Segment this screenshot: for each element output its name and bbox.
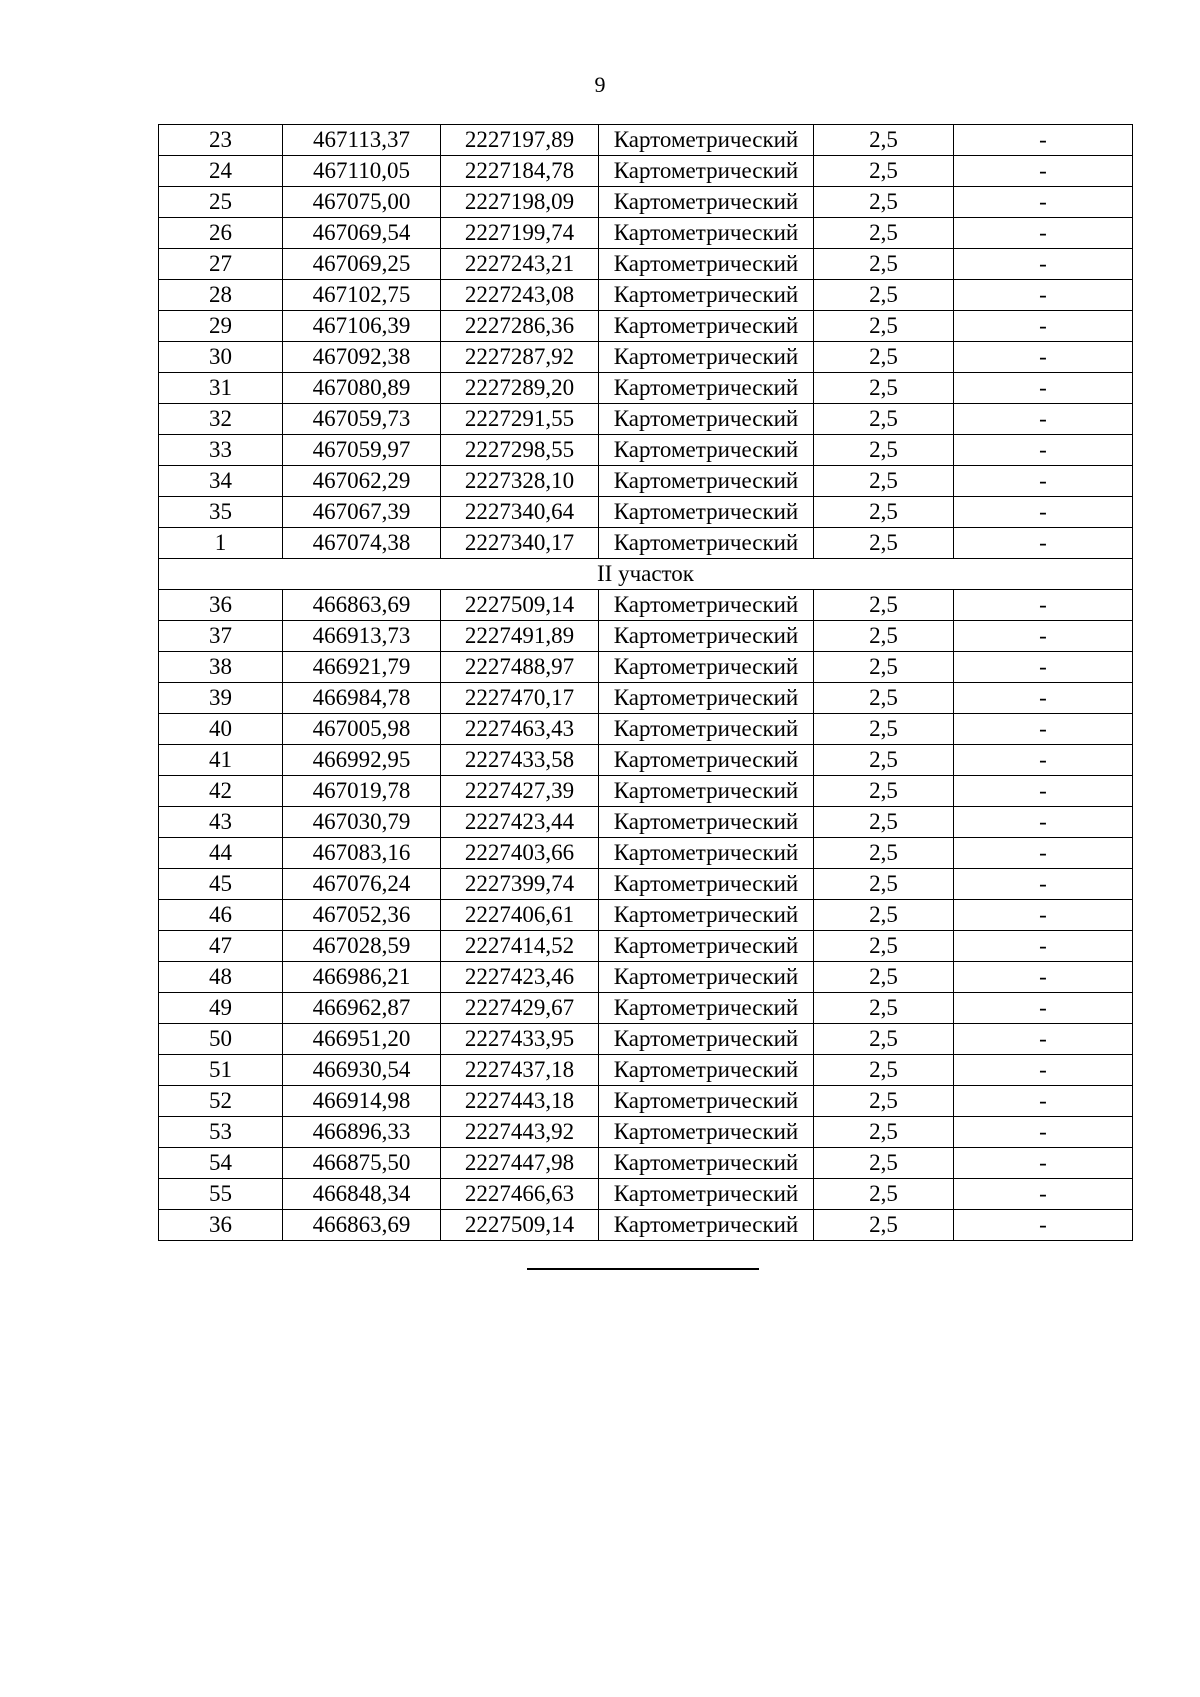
method-cell: Картометрический (599, 466, 814, 497)
method-cell: Картометрический (599, 931, 814, 962)
method-cell: Картометрический (599, 1179, 814, 1210)
method-cell: Картометрический (599, 838, 814, 869)
description-cell: - (954, 1210, 1133, 1241)
x-coordinate-cell: 467083,16 (283, 838, 441, 869)
table-row (159, 590, 1133, 621)
accuracy-cell: 2,5 (814, 621, 954, 652)
table-row (159, 435, 1133, 466)
y-coordinate-cell: 2227406,61 (441, 900, 599, 931)
x-coordinate-cell: 466863,69 (283, 1210, 441, 1241)
x-coordinate-cell: 467069,25 (283, 249, 441, 280)
accuracy-cell: 2,5 (814, 1117, 954, 1148)
table-row (159, 931, 1133, 962)
accuracy-cell: 2,5 (814, 1210, 954, 1241)
y-coordinate-cell: 2227433,58 (441, 745, 599, 776)
table-row (159, 621, 1133, 652)
x-coordinate-cell: 467069,54 (283, 218, 441, 249)
description-cell: - (954, 280, 1133, 311)
coordinates-table (158, 124, 1133, 1241)
y-coordinate-cell: 2227429,67 (441, 993, 599, 1024)
accuracy-cell: 2,5 (814, 249, 954, 280)
y-coordinate-cell: 2227198,09 (441, 187, 599, 218)
coordinates-table-body (159, 125, 1133, 1241)
table-row (159, 869, 1133, 900)
table-row (159, 1210, 1133, 1241)
description-cell: - (954, 807, 1133, 838)
method-cell: Картометрический (599, 1055, 814, 1086)
point-number-cell: 48 (159, 962, 283, 993)
x-coordinate-cell: 467076,24 (283, 869, 441, 900)
y-coordinate-cell: 2227443,18 (441, 1086, 599, 1117)
x-coordinate-cell: 466930,54 (283, 1055, 441, 1086)
accuracy-cell: 2,5 (814, 683, 954, 714)
accuracy-cell: 2,5 (814, 745, 954, 776)
point-number-cell: 1 (159, 528, 283, 559)
x-coordinate-cell: 466848,34 (283, 1179, 441, 1210)
accuracy-cell: 2,5 (814, 1055, 954, 1086)
table-row (159, 962, 1133, 993)
y-coordinate-cell: 2227423,46 (441, 962, 599, 993)
y-coordinate-cell: 2227433,95 (441, 1024, 599, 1055)
y-coordinate-cell: 2227466,63 (441, 1179, 599, 1210)
method-cell: Картометрический (599, 1024, 814, 1055)
accuracy-cell: 2,5 (814, 1179, 954, 1210)
accuracy-cell: 2,5 (814, 962, 954, 993)
point-number-cell: 36 (159, 590, 283, 621)
table-row (159, 280, 1133, 311)
accuracy-cell: 2,5 (814, 931, 954, 962)
accuracy-cell: 2,5 (814, 125, 954, 156)
x-coordinate-cell: 467074,38 (283, 528, 441, 559)
method-cell: Картометрический (599, 187, 814, 218)
y-coordinate-cell: 2227427,39 (441, 776, 599, 807)
x-coordinate-cell: 467059,73 (283, 404, 441, 435)
y-coordinate-cell: 2227423,44 (441, 807, 599, 838)
method-cell: Картометрический (599, 683, 814, 714)
description-cell: - (954, 404, 1133, 435)
method-cell: Картометрический (599, 404, 814, 435)
accuracy-cell: 2,5 (814, 776, 954, 807)
table-row (159, 993, 1133, 1024)
y-coordinate-cell: 2227184,78 (441, 156, 599, 187)
table-row (159, 1055, 1133, 1086)
table-row (159, 404, 1133, 435)
table-row (159, 1086, 1133, 1117)
table-row (159, 776, 1133, 807)
x-coordinate-cell: 466913,73 (283, 621, 441, 652)
x-coordinate-cell: 467028,59 (283, 931, 441, 962)
method-cell: Картометрический (599, 1117, 814, 1148)
point-number-cell: 42 (159, 776, 283, 807)
end-of-document-rule (527, 1268, 759, 1270)
method-cell: Картометрический (599, 621, 814, 652)
method-cell: Картометрический (599, 497, 814, 528)
accuracy-cell: 2,5 (814, 311, 954, 342)
table-row (159, 745, 1133, 776)
table-row (159, 838, 1133, 869)
point-number-cell: 30 (159, 342, 283, 373)
description-cell: - (954, 497, 1133, 528)
description-cell: - (954, 1117, 1133, 1148)
section-title: II участок (159, 559, 1133, 590)
method-cell: Картометрический (599, 776, 814, 807)
description-cell: - (954, 652, 1133, 683)
point-number-cell: 24 (159, 156, 283, 187)
table-row (159, 497, 1133, 528)
y-coordinate-cell: 2227491,89 (441, 621, 599, 652)
description-cell: - (954, 590, 1133, 621)
accuracy-cell: 2,5 (814, 280, 954, 311)
description-cell: - (954, 1086, 1133, 1117)
description-cell: - (954, 528, 1133, 559)
method-cell: Картометрический (599, 342, 814, 373)
accuracy-cell: 2,5 (814, 373, 954, 404)
accuracy-cell: 2,5 (814, 1148, 954, 1179)
point-number-cell: 52 (159, 1086, 283, 1117)
point-number-cell: 50 (159, 1024, 283, 1055)
point-number-cell: 25 (159, 187, 283, 218)
table-row (159, 807, 1133, 838)
point-number-cell: 31 (159, 373, 283, 404)
y-coordinate-cell: 2227470,17 (441, 683, 599, 714)
description-cell: - (954, 466, 1133, 497)
method-cell: Картометрический (599, 869, 814, 900)
description-cell: - (954, 342, 1133, 373)
description-cell: - (954, 745, 1133, 776)
y-coordinate-cell: 2227403,66 (441, 838, 599, 869)
point-number-cell: 23 (159, 125, 283, 156)
description-cell: - (954, 156, 1133, 187)
method-cell: Картометрический (599, 311, 814, 342)
accuracy-cell: 2,5 (814, 838, 954, 869)
table-row (159, 249, 1133, 280)
y-coordinate-cell: 2227328,10 (441, 466, 599, 497)
description-cell: - (954, 714, 1133, 745)
accuracy-cell: 2,5 (814, 1086, 954, 1117)
description-cell: - (954, 776, 1133, 807)
method-cell: Картометрический (599, 373, 814, 404)
x-coordinate-cell: 467113,37 (283, 125, 441, 156)
x-coordinate-cell: 467102,75 (283, 280, 441, 311)
y-coordinate-cell: 2227243,08 (441, 280, 599, 311)
table-row (159, 311, 1133, 342)
y-coordinate-cell: 2227287,92 (441, 342, 599, 373)
table-row (159, 652, 1133, 683)
y-coordinate-cell: 2227488,97 (441, 652, 599, 683)
y-coordinate-cell: 2227243,21 (441, 249, 599, 280)
point-number-cell: 55 (159, 1179, 283, 1210)
y-coordinate-cell: 2227298,55 (441, 435, 599, 466)
y-coordinate-cell: 2227414,52 (441, 931, 599, 962)
accuracy-cell: 2,5 (814, 869, 954, 900)
point-number-cell: 49 (159, 993, 283, 1024)
method-cell: Картометрический (599, 1086, 814, 1117)
method-cell: Картометрический (599, 1148, 814, 1179)
accuracy-cell: 2,5 (814, 900, 954, 931)
method-cell: Картометрический (599, 993, 814, 1024)
x-coordinate-cell: 467080,89 (283, 373, 441, 404)
method-cell: Картометрический (599, 1210, 814, 1241)
point-number-cell: 34 (159, 466, 283, 497)
accuracy-cell: 2,5 (814, 590, 954, 621)
x-coordinate-cell: 466863,69 (283, 590, 441, 621)
point-number-cell: 33 (159, 435, 283, 466)
description-cell: - (954, 838, 1133, 869)
y-coordinate-cell: 2227291,55 (441, 404, 599, 435)
description-cell: - (954, 187, 1133, 218)
y-coordinate-cell: 2227399,74 (441, 869, 599, 900)
accuracy-cell: 2,5 (814, 156, 954, 187)
y-coordinate-cell: 2227289,20 (441, 373, 599, 404)
y-coordinate-cell: 2227286,36 (441, 311, 599, 342)
section-header-row (159, 559, 1133, 590)
method-cell: Картометрический (599, 249, 814, 280)
x-coordinate-cell: 466951,20 (283, 1024, 441, 1055)
description-cell: - (954, 931, 1133, 962)
point-number-cell: 35 (159, 497, 283, 528)
y-coordinate-cell: 2227443,92 (441, 1117, 599, 1148)
method-cell: Картометрический (599, 435, 814, 466)
accuracy-cell: 2,5 (814, 218, 954, 249)
x-coordinate-cell: 466921,79 (283, 652, 441, 683)
table-row (159, 156, 1133, 187)
table-row (159, 373, 1133, 404)
point-number-cell: 37 (159, 621, 283, 652)
description-cell: - (954, 900, 1133, 931)
description-cell: - (954, 683, 1133, 714)
description-cell: - (954, 125, 1133, 156)
description-cell: - (954, 311, 1133, 342)
method-cell: Картометрический (599, 156, 814, 187)
table-row (159, 218, 1133, 249)
point-number-cell: 46 (159, 900, 283, 931)
description-cell: - (954, 435, 1133, 466)
point-number-cell: 26 (159, 218, 283, 249)
description-cell: - (954, 869, 1133, 900)
point-number-cell: 40 (159, 714, 283, 745)
description-cell: - (954, 1024, 1133, 1055)
table-row (159, 187, 1133, 218)
x-coordinate-cell: 467106,39 (283, 311, 441, 342)
point-number-cell: 53 (159, 1117, 283, 1148)
x-coordinate-cell: 466914,98 (283, 1086, 441, 1117)
table-row (159, 683, 1133, 714)
method-cell: Картометрический (599, 807, 814, 838)
x-coordinate-cell: 466992,95 (283, 745, 441, 776)
method-cell: Картометрический (599, 900, 814, 931)
y-coordinate-cell: 2227199,74 (441, 218, 599, 249)
description-cell: - (954, 373, 1133, 404)
x-coordinate-cell: 467075,00 (283, 187, 441, 218)
method-cell: Картометрический (599, 218, 814, 249)
y-coordinate-cell: 2227463,43 (441, 714, 599, 745)
accuracy-cell: 2,5 (814, 652, 954, 683)
accuracy-cell: 2,5 (814, 993, 954, 1024)
point-number-cell: 41 (159, 745, 283, 776)
description-cell: - (954, 249, 1133, 280)
point-number-cell: 44 (159, 838, 283, 869)
description-cell: - (954, 1055, 1133, 1086)
method-cell: Картометрический (599, 962, 814, 993)
x-coordinate-cell: 467110,05 (283, 156, 441, 187)
point-number-cell: 32 (159, 404, 283, 435)
x-coordinate-cell: 466962,87 (283, 993, 441, 1024)
method-cell: Картометрический (599, 714, 814, 745)
accuracy-cell: 2,5 (814, 466, 954, 497)
table-row (159, 714, 1133, 745)
point-number-cell: 54 (159, 1148, 283, 1179)
accuracy-cell: 2,5 (814, 528, 954, 559)
description-cell: - (954, 1148, 1133, 1179)
point-number-cell: 45 (159, 869, 283, 900)
table-row (159, 125, 1133, 156)
accuracy-cell: 2,5 (814, 342, 954, 373)
x-coordinate-cell: 467092,38 (283, 342, 441, 373)
x-coordinate-cell: 466986,21 (283, 962, 441, 993)
y-coordinate-cell: 2227340,17 (441, 528, 599, 559)
table-row (159, 528, 1133, 559)
x-coordinate-cell: 467062,29 (283, 466, 441, 497)
point-number-cell: 47 (159, 931, 283, 962)
description-cell: - (954, 621, 1133, 652)
x-coordinate-cell: 467030,79 (283, 807, 441, 838)
accuracy-cell: 2,5 (814, 497, 954, 528)
x-coordinate-cell: 467019,78 (283, 776, 441, 807)
table-row (159, 1148, 1133, 1179)
x-coordinate-cell: 467052,36 (283, 900, 441, 931)
accuracy-cell: 2,5 (814, 807, 954, 838)
y-coordinate-cell: 2227509,14 (441, 590, 599, 621)
description-cell: - (954, 993, 1133, 1024)
y-coordinate-cell: 2227509,14 (441, 1210, 599, 1241)
description-cell: - (954, 962, 1133, 993)
page-number: 9 (594, 72, 606, 97)
table-row (159, 900, 1133, 931)
x-coordinate-cell: 466984,78 (283, 683, 441, 714)
point-number-cell: 28 (159, 280, 283, 311)
point-number-cell: 51 (159, 1055, 283, 1086)
point-number-cell: 39 (159, 683, 283, 714)
x-coordinate-cell: 467059,97 (283, 435, 441, 466)
x-coordinate-cell: 467005,98 (283, 714, 441, 745)
method-cell: Картометрический (599, 590, 814, 621)
x-coordinate-cell: 466875,50 (283, 1148, 441, 1179)
method-cell: Картометрический (599, 280, 814, 311)
method-cell: Картометрический (599, 528, 814, 559)
method-cell: Картометрический (599, 745, 814, 776)
method-cell: Картометрический (599, 125, 814, 156)
table-row (159, 1024, 1133, 1055)
point-number-cell: 29 (159, 311, 283, 342)
x-coordinate-cell: 467067,39 (283, 497, 441, 528)
description-cell: - (954, 1179, 1133, 1210)
point-number-cell: 36 (159, 1210, 283, 1241)
accuracy-cell: 2,5 (814, 187, 954, 218)
point-number-cell: 43 (159, 807, 283, 838)
accuracy-cell: 2,5 (814, 404, 954, 435)
point-number-cell: 27 (159, 249, 283, 280)
description-cell: - (954, 218, 1133, 249)
table-row (159, 342, 1133, 373)
table-row (159, 466, 1133, 497)
table-row (159, 1117, 1133, 1148)
y-coordinate-cell: 2227340,64 (441, 497, 599, 528)
method-cell: Картометрический (599, 652, 814, 683)
y-coordinate-cell: 2227447,98 (441, 1148, 599, 1179)
x-coordinate-cell: 466896,33 (283, 1117, 441, 1148)
point-number-cell: 38 (159, 652, 283, 683)
accuracy-cell: 2,5 (814, 435, 954, 466)
y-coordinate-cell: 2227437,18 (441, 1055, 599, 1086)
accuracy-cell: 2,5 (814, 714, 954, 745)
y-coordinate-cell: 2227197,89 (441, 125, 599, 156)
accuracy-cell: 2,5 (814, 1024, 954, 1055)
table-row (159, 1179, 1133, 1210)
